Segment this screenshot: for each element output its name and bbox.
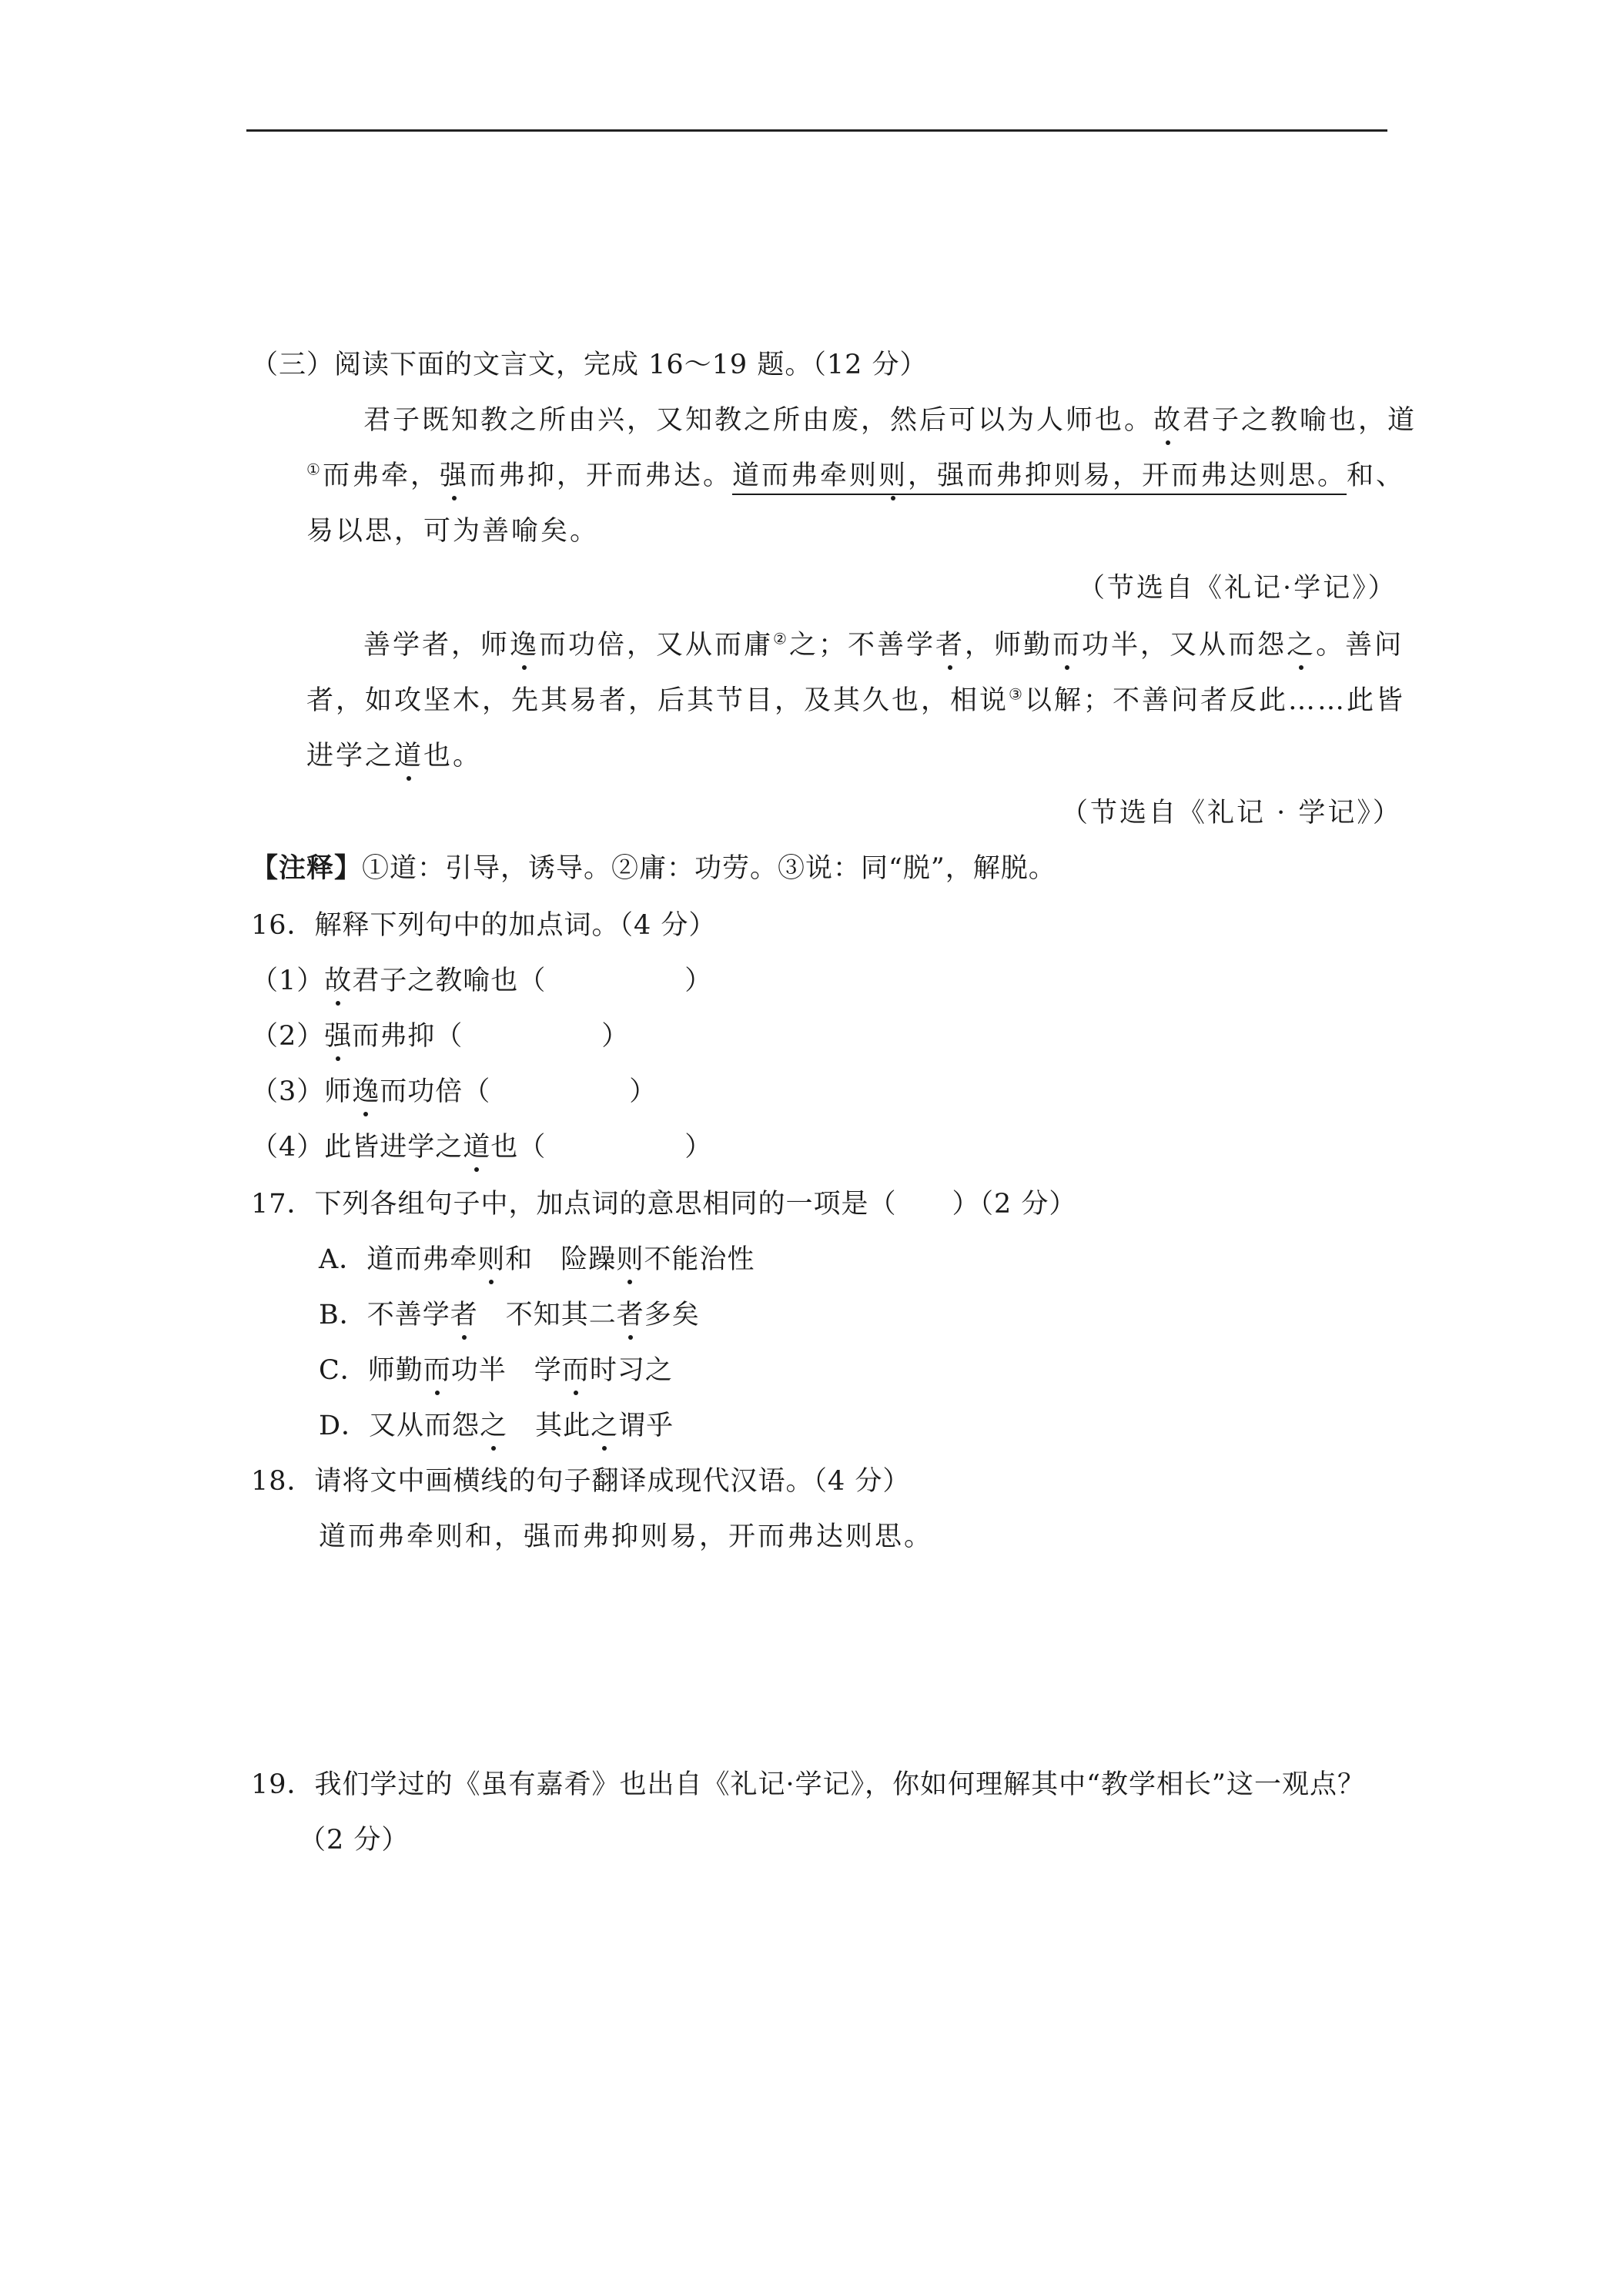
passage1-source: （节选自《礼记·学记》）	[1078, 573, 1397, 604]
passage2-source: （节选自《礼记 · 学记》）	[1061, 798, 1402, 828]
underlined-sentence: 道而弗牵则则，强而弗抑则易，开而弗达则思。	[732, 460, 1347, 495]
passage2-line1: 善学者，师逸而功倍，又从而庸②之；不善学者，师勤而功半，又从而怨之。善问	[363, 629, 1404, 661]
passage2-line3: 进学之道也。	[306, 741, 483, 771]
q17-option-a: A．道而弗牵则和 险躁则不能治性	[319, 1244, 755, 1275]
header-rule	[246, 129, 1387, 132]
q17-option-c: C．师勤而功半 学而时习之	[319, 1355, 673, 1386]
annotation-notes: 【注释】①道：引导，诱导。②庸：功劳。③说：同“脱”，解脱。	[251, 852, 1056, 884]
q16-item-2: （2）强而弗抑（ ）	[251, 1021, 630, 1052]
q19-score: （2 分）	[299, 1825, 410, 1856]
q17-stem: 17．下列各组句子中，加点词的意思相同的一项是（ ）（2 分）	[251, 1189, 1077, 1220]
q18-sentence: 道而弗牵则和，强而弗抑则易，开而弗达则思。	[319, 1521, 934, 1552]
section-header: （三）阅读下面的文言文，完成 16～19 题。（12 分）	[251, 350, 928, 380]
passage1-line3: 易以思，可为善喻矣。	[306, 516, 600, 547]
q16-stem: 16．解释下列句中的加点词。（4 分）	[251, 910, 717, 941]
q18-stem: 18．请将文中画横线的句子翻译成现代汉语。（4 分）	[251, 1466, 911, 1497]
q16-item-1: （1）故君子之教喻也（ ）	[251, 966, 713, 996]
q16-item-4: （4）此皆进学之道也（ ）	[251, 1132, 713, 1163]
q17-option-d: D．又从而怨之 其此之谓乎	[319, 1411, 674, 1441]
q19-stem: 19．我们学过的《虽有嘉肴》也出自《礼记·学记》，你如何理解其中“教学相长”这一观点？	[251, 1769, 1365, 1800]
passage1-line2: ①而弗牵，强而弗抑，开而弗达。道而弗牵则则，强而弗抑则易，开而弗达则思。和、	[306, 459, 1405, 493]
q16-item-3: （3）师逸而功倍（ ）	[251, 1076, 658, 1107]
passage2-line2: 者，如攻坚木，先其易者，后其节目，及其久也，相说③以解；不善问者反此……此皆	[306, 684, 1405, 716]
q17-option-b: B．不善学者 不知其二者多矣	[319, 1300, 700, 1330]
notes-label: 【注释】	[251, 852, 363, 884]
passage1-line1: 君子既知教之所由兴，又知教之所由废，然后可以为人师也。故君子之教喻也，道	[363, 405, 1417, 436]
